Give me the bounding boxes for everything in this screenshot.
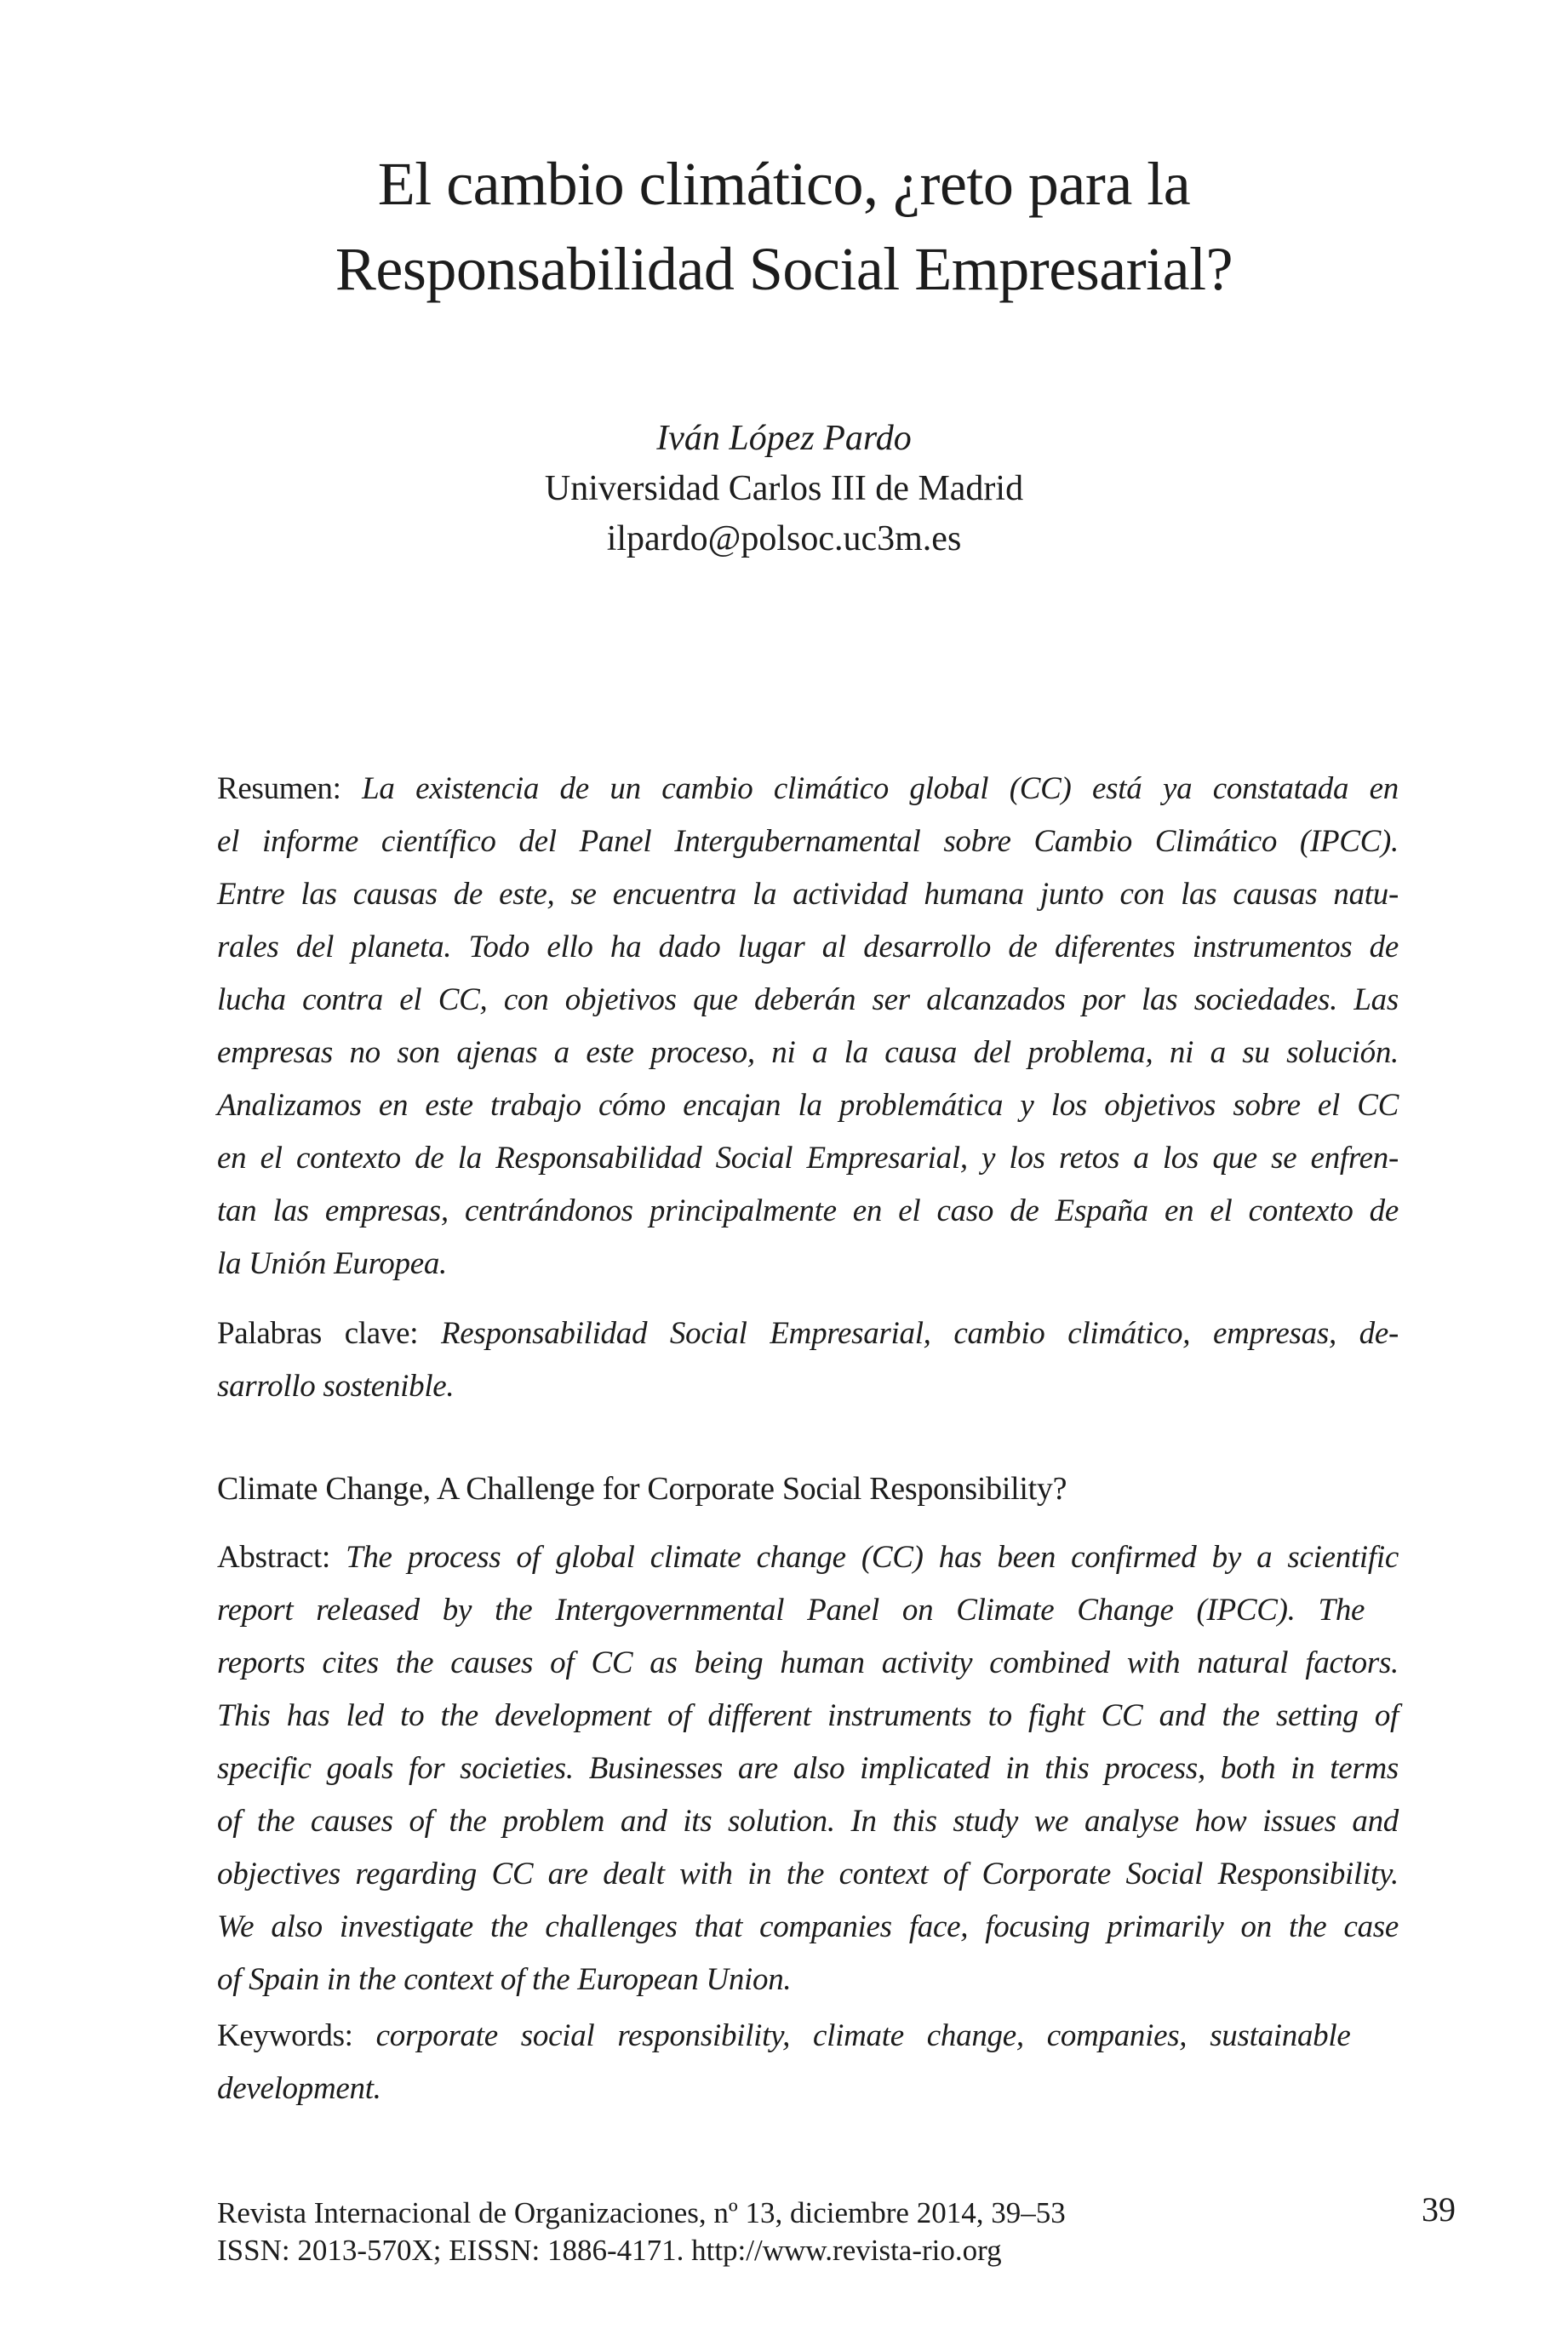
spanish-abstract (217, 763, 1399, 1290)
author-name: Iván López Pardo (656, 419, 912, 458)
english-abstract (217, 1531, 1399, 2006)
article-title-line-1: El cambio climático, ¿reto para la (377, 150, 1191, 218)
abstract-es-line: el informe científico del Panel Intergubernamental sobre Cambio Climático (IPCC). (217, 824, 1399, 859)
abstract-en-line: This has led to the development of different instruments to fight CC and the setting of (217, 1698, 1399, 1733)
abstract-en-line: specific goals for societies. Businesses are also implicated in this process, both in terms (217, 1751, 1399, 1786)
abstract-es-line: tan las empresas, centrándonos principalmente en el caso de España en el contexto de (217, 1193, 1399, 1228)
palabras-clave-label: Palabras clave: (217, 1316, 419, 1351)
abstract-label: Abstract: (217, 1540, 330, 1575)
abstract-es-line: rales del planeta. Todo ello ha dado lugar al desarrollo de diferentes instrumentos de (217, 930, 1399, 964)
english-title: Climate Change, A Challenge for Corporate Social Responsibility? (217, 1471, 1067, 1507)
abstract-en-line: of the causes of the problem and its solution. In this study we analyse how issues and (217, 1804, 1399, 1839)
english-keywords (217, 2010, 1399, 2115)
abstract-en-line: We also investigate the challenges that companies face, focusing primarily on the case (217, 1909, 1399, 1944)
author-block (0, 414, 1568, 564)
abstract-en-line: of Spain in the context of the European Union. (217, 1962, 792, 1997)
abstract-es-line: la Unión Europea. (217, 1246, 447, 1281)
journal-footer (217, 2195, 1066, 2269)
keywords-label: Keywords: (217, 2018, 353, 2053)
abstract-es-line: empresas no son ajenas a este proceso, ni a la causa del problema, ni a su solución. (217, 1035, 1399, 1070)
abstract-es-line: Analizamos en este trabajo cómo encajan la problemática y los objetivos sobre el CC (217, 1088, 1399, 1123)
journal-url[interactable]: ISSN: 2013-570X; EISSN: 1886-4171. http://www.revista-rio.org (217, 2234, 1002, 2267)
abstract-es-line: Resumen: La existencia de un cambio climático global (CC) está ya constatada en (217, 771, 1399, 806)
abstract-en-line: reports cites the causes of CC as being human activity combined with natural factors. (217, 1645, 1399, 1680)
page-number: 39 (1422, 2190, 1456, 2229)
abstract-es-line: lucha contra el CC, con objetivos que deberán ser alcanzados por las sociedades. Las (217, 982, 1399, 1017)
keywords-es-line: sarrollo sostenible. (217, 1369, 455, 1404)
abstract-en-line: objectives regarding CC are dealt with in the context of Corporate Social Responsibility. (217, 1857, 1399, 1891)
keywords-en-line: Keywords: corporate social responsibility, climate change, companies, sustainable (217, 2018, 1351, 2053)
abstract-es-line: en el contexto de la Responsabilidad Social Empresarial, y los retos a los que se enfren- (217, 1141, 1399, 1176)
keywords-es-line: Palabras clave: Responsabilidad Social Empresarial, cambio climático, empresas, de- (217, 1316, 1399, 1351)
journal-issn-line (217, 2232, 1066, 2269)
resumen-label: Resumen: (217, 771, 341, 806)
author-affiliation: Universidad Carlos III de Madrid (544, 469, 1024, 508)
article-title-line-2: Responsabilidad Social Empresarial? (335, 235, 1233, 303)
author-email[interactable]: ilpardo@polsoc.uc3m.es (606, 519, 962, 558)
spanish-keywords (217, 1308, 1399, 1413)
abstract-en-line: report released by the Intergovernmental Panel on Climate Change (IPCC). The (217, 1593, 1365, 1628)
abstract-en-line: Abstract: The process of global climate change (CC) has been confirmed by a scientific (217, 1540, 1399, 1575)
abstract-es-line: Entre las causas de este, se encuentra la actividad humana junto con las causas natu- (217, 877, 1399, 912)
article-title (0, 141, 1568, 312)
keywords-en-line: development. (217, 2071, 381, 2106)
journal-citation-line: Revista Internacional de Organizaciones, nº 13, diciembre 2014, 39–53 (217, 2196, 1066, 2229)
